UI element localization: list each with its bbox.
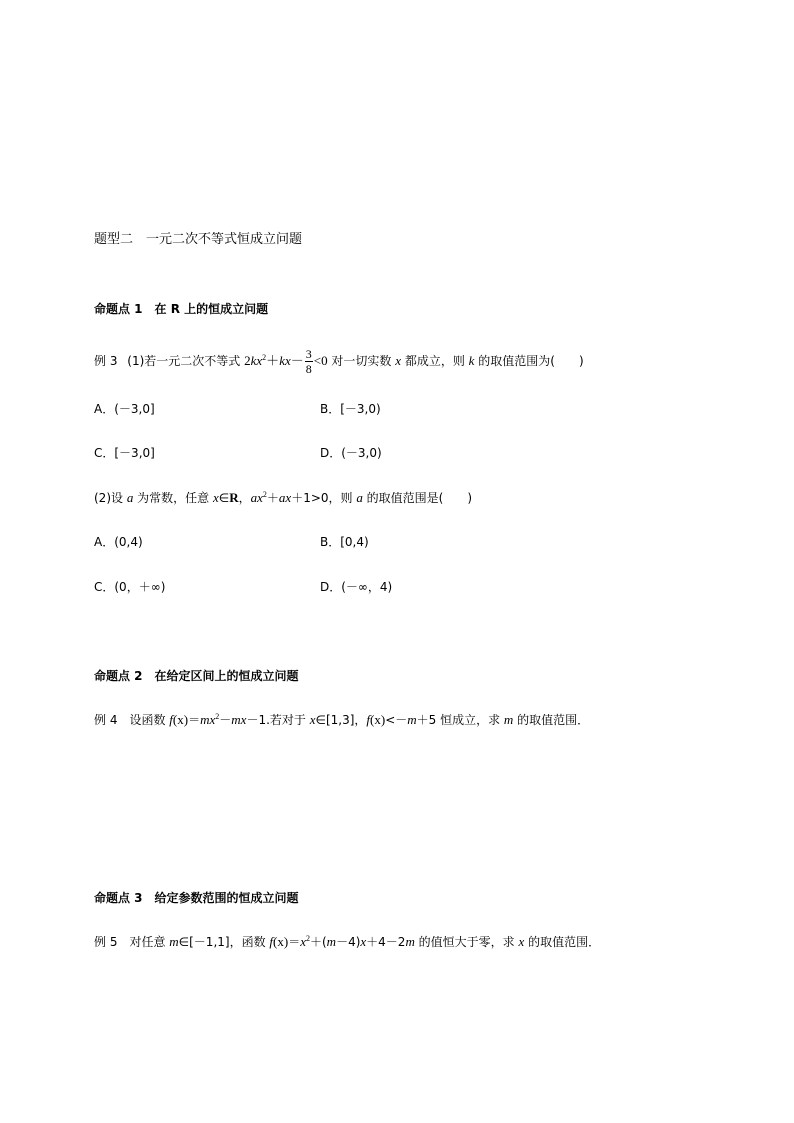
option-c-1: C．[－3,0] [94,446,155,460]
example-4-question: 例 4 设函数 $f(x)=mx^2-mx-1$.若对于 x∈[1,3]，f(x)<－m＋5 恒成立，求 m 的取值范围． [94,712,590,727]
option-b-2: B．[0,4) [320,535,369,549]
example-4-label: 例 4 [94,713,118,727]
fraction-3-8: $\frac{3}{8}$ [305,347,312,376]
option-a-1: A．(－3,0] [94,402,155,416]
example-3-question-1: 例 3 (1)若一元二次不等式 $2kx^2+kx-$ $\frac{3}{8}$ <0 对一切实数 x 都成立，则 k 的取值范围为( ) [94,347,584,376]
section-title: 题型二 一元二次不等式恒成立问题 [94,232,303,247]
topic2-title: 命题点 2 在给定区间上的恒成立问题 [94,669,299,683]
option-c-2: C．(0，＋∞) [94,580,166,594]
example-3-label: 例 3 [94,354,118,368]
option-a-2: A．(0,4) [94,535,143,549]
option-d-2: D．(－∞，4) [320,580,393,594]
example-5-question: 例 5 对任意 m∈[－1,1]，函数 $f(x)=x^2+(m-4)x+4-2m$ 的值恒大于零，求 x 的取值范围． [94,934,601,949]
topic3-title: 命题点 3 给定参数范围的恒成立问题 [94,891,299,905]
option-d-1: D．(－3,0) [320,446,382,460]
example-5-label: 例 5 [94,935,118,949]
example-3-question-2: (2)设 a 为常数，任意 x∈R，$ax^2+ax+1>0$，则 a 的取值范围是( ) [94,490,473,505]
option-b-1: B．[－3,0) [320,402,381,416]
topic1-title: 命题点 1 在 R 上的恒成立问题 [94,302,269,316]
